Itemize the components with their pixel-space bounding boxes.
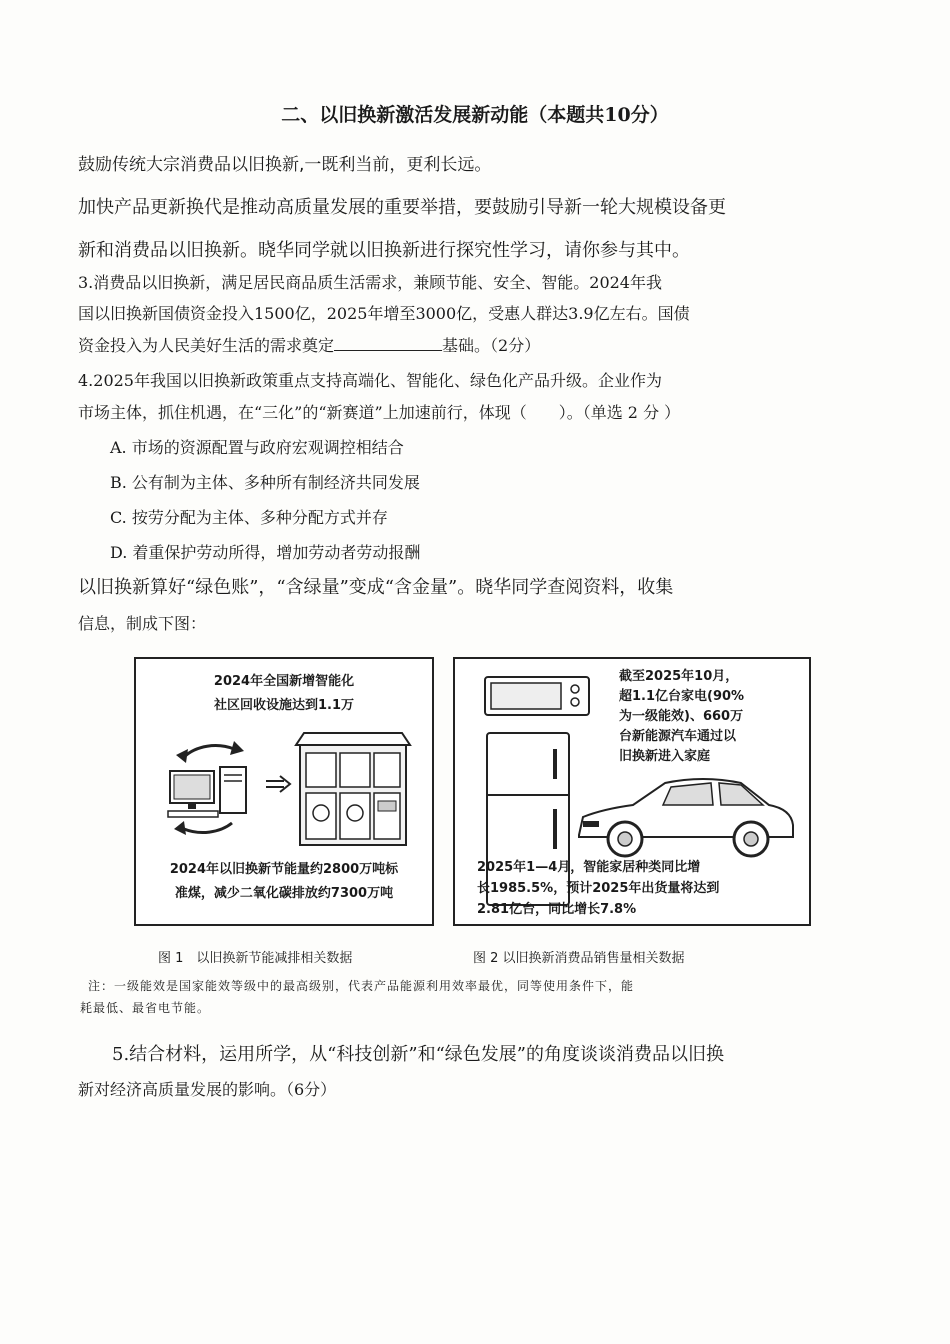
figure1-bottom-text2: 准煤，减少二氧化碳排放约7300万吨 xyxy=(174,886,394,901)
figure2-top-text1: 截至2025年10月， xyxy=(619,669,739,684)
question3-line3-before: 资金投入为人民美好生活的需求奠定 xyxy=(78,336,335,355)
paragraph1-line1: 加快产品更新换代是推动高质量发展的重要举措，要鼓励引导新一轮大规模设备更 xyxy=(78,197,726,218)
figure2-bottom-text2: 长1985.5%，预计2025年出货量将达到 xyxy=(477,881,720,896)
answer-blank[interactable] xyxy=(334,336,442,351)
question3-line3-after: 基础。（2分） xyxy=(442,336,541,355)
figure1-bottom-text1: 2024年以旧换新节能量约2800万吨标 xyxy=(169,862,399,877)
figure-2-box xyxy=(453,657,811,926)
paragraph2-line1: 以旧换新算好“绿色账”，“含绿量”变成“含金量”。晓华同学查阅资料，收集 xyxy=(78,577,674,598)
microwave-icon xyxy=(483,675,591,719)
paragraph1-line2: 新和消费品以旧换新。晓华同学就以旧换新进行探究性学习，请你参与其中。 xyxy=(78,240,690,261)
question3-line3 xyxy=(78,333,878,356)
option-a[interactable]: A. 市场的资源配置与政府宏观调控相结合 xyxy=(110,438,404,457)
note-line1: 注：一级能效是国家能效等级中的最高级别，代表产品能源利用效率最优，同等使用条件下，能 xyxy=(88,979,635,993)
option-b[interactable]: B. 公有制为主体、多种所有制经济共同发展 xyxy=(110,473,420,492)
figure2-bottom-text3: 2.81亿台，同比增长7.8% xyxy=(477,902,637,917)
question5-line2: 新对经济高质量发展的影响。（6分） xyxy=(78,1080,337,1099)
figure2-top-text5: 旧换新进入家庭 xyxy=(619,749,711,764)
option-d[interactable]: D. 着重保护劳动所得，增加劳动者劳动报酬 xyxy=(110,543,421,562)
question4-line2: 市场主体，抓住机遇，在“三化”的“新赛道”上加速前行，体现（ ）。（单选 2 分 ） xyxy=(78,403,681,422)
figure2-top-text2: 超1.1亿台家电(90% xyxy=(619,689,745,704)
option-c[interactable]: C. 按劳分配为主体、多种分配方式并存 xyxy=(110,508,388,527)
question5-line1: 5.结合材料，运用所学，从“科技创新”和“绿色发展”的角度谈谈消费品以旧换 xyxy=(112,1044,724,1065)
question4-line1: 4.2025年我国以旧换新政策重点支持高端化、智能化、绿色化产品升级。企业作为 xyxy=(78,371,662,390)
figure2-caption: 图 2 以旧换新消费品销售量相关数据 xyxy=(473,951,685,966)
figure2-top-text4: 台新能源汽车通过以 xyxy=(619,729,737,744)
figure1-top-text1: 2024年全国新增智能化 xyxy=(213,674,355,689)
figure2-bottom-text1: 2025年1—4月，智能家居种类同比增 xyxy=(477,860,701,875)
question3-line1: 3.消费品以旧换新，满足居民商品质生活需求，兼顾节能、安全、智能。2024年我 xyxy=(78,273,662,292)
note-line2: 耗最低、最省电节能。 xyxy=(80,1001,211,1015)
figure1-top-text2: 社区回收设施达到1.1万 xyxy=(213,698,355,713)
intro-handwritten: 鼓励传统大宗消费品以旧换新,一既利当前，更利长远。 xyxy=(78,155,492,175)
question3-line2: 国以旧换新国债资金投入1500亿，2025年增至3000亿，受惠人群达3.9亿左右。国债 xyxy=(78,304,690,323)
figure-1-box xyxy=(134,657,434,926)
car-icon xyxy=(573,769,799,861)
recycle-station-icon xyxy=(294,731,412,849)
figure1-caption: 图 1 以旧换新节能减排相关数据 xyxy=(158,951,353,966)
figure2-top-text3: 为一级能效)、660万 xyxy=(619,709,744,724)
arrow-right-icon xyxy=(264,774,294,794)
section-title: 二、以旧换新激活发展新动能（本题共10分） xyxy=(281,104,669,126)
paragraph2-line2: 信息，制成下图： xyxy=(78,614,207,633)
computer-recycle-icon xyxy=(154,737,264,837)
